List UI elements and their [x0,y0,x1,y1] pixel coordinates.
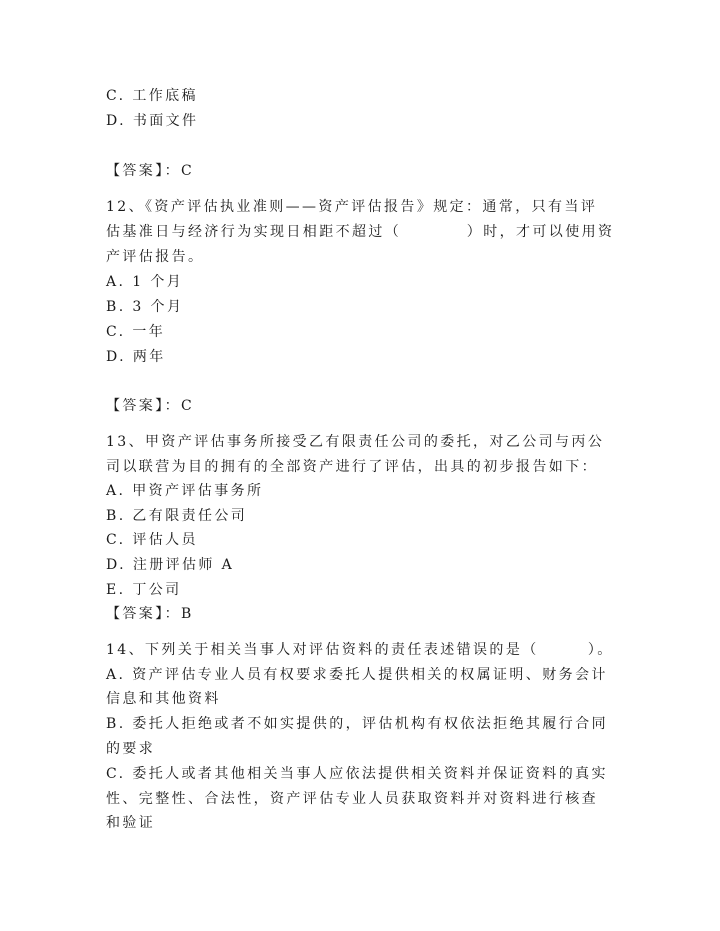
q13-answer: 【答案】：B [106,606,194,622]
q12-stem-line1: 12、《资产评估执业准则——资产评估报告》规定：通常，只有当评 [106,199,598,215]
q14-option-a-line1: A. 资产评估专业人员有权要求委托人提供相关的权属证明、财务会计 [106,667,608,683]
q13-option-e: E. 丁公司 [106,582,182,598]
q14-stem-line1: 14、下列关于相关当事人对评估资料的责任表述错误的是（ ）。 [106,642,614,658]
q11-answer: 【答案】：C [106,163,195,179]
q13-stem-line2: 司以联营为目的拥有的全部资产进行了评估，出具的初步报告如下： [106,459,598,475]
q12-answer: 【答案】：C [106,398,195,414]
q14-option-b-line2: 的要求 [106,741,156,757]
q12-option-d: D. 两年 [106,349,166,365]
q14-option-b-line1: B. 委托人拒绝或者不如实提供的，评估机构有权依法拒绝其履行合同 [106,716,608,732]
q12-option-b: B. 3 个月 [106,299,184,315]
q13-option-c: C. 评估人员 [106,532,198,548]
q14-option-c-line3: 和验证 [106,815,156,831]
q11-option-d: D. 书面文件 [106,113,199,129]
q13-option-d: D. 注册评估师 A [106,557,235,573]
q13-stem-line1: 13、甲资产评估事务所接受乙有限责任公司的委托，对乙公司与丙公 [106,434,605,450]
q14-option-a-line2: 信息和其他资料 [106,691,221,707]
q13-option-b: B. 乙有限责任公司 [106,508,248,524]
q14-option-c-line1: C. 委托人或者其他相关当事人应依法提供相关资料并保证资料的真实 [106,766,608,782]
q12-option-c: C. 一年 [106,324,166,340]
q12-stem-line3: 产评估报告。 [106,249,205,265]
q12-stem-line2: 估基准日与经济行为实现日相距不超过（ ）时，才可以使用资 [106,224,615,240]
q12-option-a: A. 1 个月 [106,274,184,290]
q13-option-a: A. 甲资产评估事务所 [106,483,264,499]
q11-option-c: C. 工作底稿 [106,88,198,104]
q14-option-c-line2: 性、完整性、合法性，资产评估专业人员获取资料并对资料进行核查 [106,791,598,807]
